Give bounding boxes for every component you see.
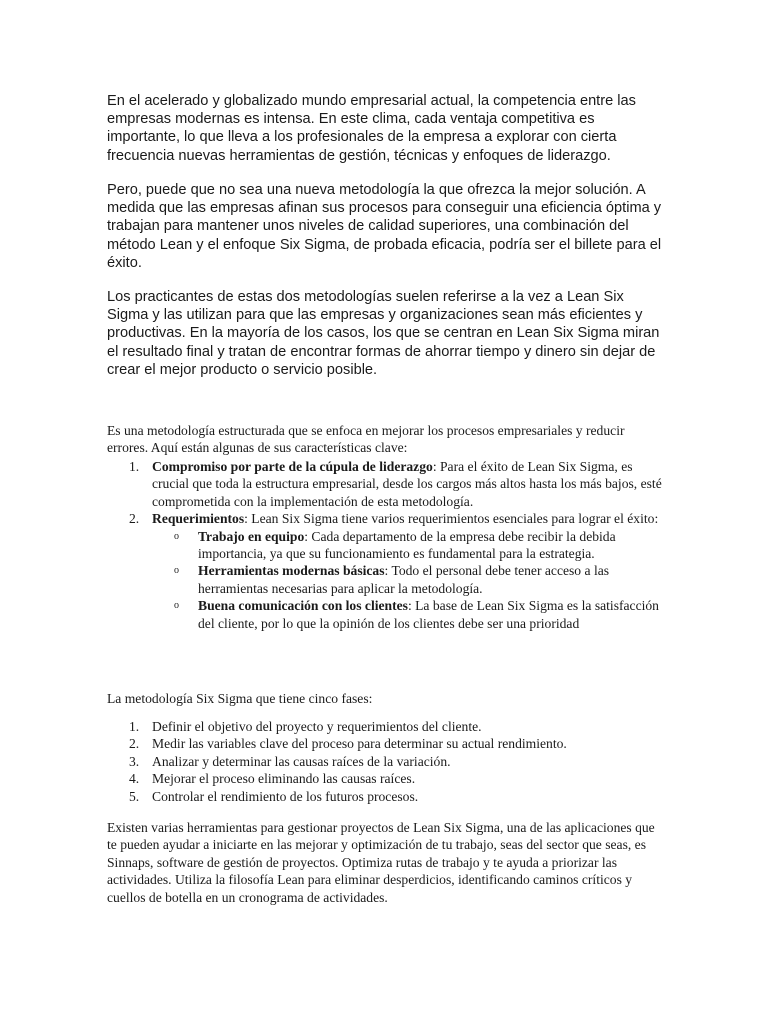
sub-item-title: Trabajo en equipo bbox=[198, 528, 305, 544]
intro-paragraph-3: Los practicantes de estas dos metodologías suelen referirse a la vez a Lean Six Sigma y las utilizan para que las empresas y organizaciones sean más eficientes y productivas. En la mayoría de los casos, los que se centran en Lean Six Sigma miran el resultado final y tratan de encontrar formas de ahorrar tiempo y dinero sin dejar de crear el mejor producto o servicio posible. bbox=[107, 289, 660, 378]
list-number: 2. bbox=[129, 736, 140, 752]
phase-item bbox=[107, 770, 667, 787]
intro-paragraph-2: Pero, puede que no sea una nueva metodología la que ofrezca la mejor solución. A medida que las empresas afinan sus procesos para conseguir una eficiencia óptima y trabajan para mantener unos niveles de calidad superiores, una combinación del método Lean y el enfoque Six Sigma, de probada eficacia, podría ser el billete para el éxito. bbox=[107, 182, 662, 271]
item-title: Compromiso por parte de la cúpula de liderazgo bbox=[152, 459, 433, 474]
item-text: : Para el éxito de Lean Six Sigma, es crucial que toda la estructura empresarial, desde los cargos más altos hasta los más bajos, esté comprometida con la implementación de esta metodología. bbox=[152, 459, 662, 509]
circle-bullet-icon: o bbox=[174, 565, 179, 577]
sublist-item bbox=[107, 562, 667, 597]
item-title: Requerimientos bbox=[152, 511, 245, 527]
phase-item bbox=[107, 735, 667, 752]
phase-item bbox=[107, 788, 667, 805]
item-text: : Lean Six Sigma tiene varios requerimientos esenciales para lograr el éxito: bbox=[244, 511, 659, 527]
list-number: 2. bbox=[129, 511, 140, 527]
phase-item bbox=[107, 718, 667, 735]
list-number: 3. bbox=[129, 753, 140, 769]
phases-list-block bbox=[107, 718, 667, 805]
closing-paragraph: Existen varias herramientas para gestionar proyectos de Lean Six Sigma, una de las aplicaciones que te pueden ayudar a iniciarte en las mejorar y optimización de tu trabajo, seas del sector que seas, es Sinnaps, software de gestión de proyectos. Optimiza rutas de trabajo y te ayuda a priorizar las actividades. Utiliza la filosofía Lean para eliminar desperdicios, identificando caminos críticos y cuellos de botella en un cronograma de actividades. bbox=[107, 820, 655, 905]
intro-paragraph-1: En el acelerado y globalizado mundo empresarial actual, la competencia entre las empresas modernas es intensa. En este clima, cada ventaja competitiva es importante, lo que lleva a los profesionales de la empresa a explorar con cierta frecuencia nuevas herramientas de gestión, técnicas y enfoques de liderazgo. bbox=[107, 93, 636, 164]
features-list-block bbox=[107, 458, 667, 632]
phase-text: Mejorar el proceso eliminando las causas raíces. bbox=[152, 771, 416, 787]
circle-bullet-icon: o bbox=[174, 600, 179, 612]
sub-item-text: : Todo el personal debe tener acceso a las herramientas necesarias para aplicar la metodología. bbox=[198, 563, 610, 596]
requirements-sublist bbox=[152, 528, 667, 632]
sub-item-title: Herramientas modernas básicas bbox=[198, 563, 385, 579]
list-number: 1. bbox=[129, 459, 140, 474]
phase-item bbox=[107, 753, 667, 770]
sub-item-title: Buena comunicación con los clientes bbox=[198, 598, 408, 614]
phase-text: Controlar el rendimiento de los futuros procesos. bbox=[152, 788, 419, 804]
phases-list bbox=[107, 718, 667, 805]
sub-item-text: : La base de Lean Six Sigma es la satisfacción del cliente, por lo que la opinión de los clientes debe ser una prioridad bbox=[198, 598, 659, 631]
phases-lead-paragraph: La metodología Six Sigma que tiene cinco fases: bbox=[107, 691, 373, 706]
list-number: 1. bbox=[129, 719, 140, 734]
phase-text: Definir el objetivo del proyecto y requerimientos del cliente. bbox=[152, 719, 482, 734]
list-number: 5. bbox=[129, 788, 140, 804]
features-list bbox=[107, 458, 667, 632]
phase-text: Analizar y determinar las causas raíces de la variación. bbox=[152, 753, 451, 769]
features-list-item bbox=[107, 458, 667, 510]
sub-item-text: : Cada departamento de la empresa debe recibir la debida importancia, ya que su funcionamiento es fundamental para la estrategia. bbox=[198, 528, 616, 562]
circle-bullet-icon: o bbox=[174, 530, 179, 542]
phase-text: Medir las variables clave del proceso para determinar su actual rendimiento. bbox=[152, 736, 567, 752]
sublist-item bbox=[107, 597, 667, 632]
list-number: 4. bbox=[129, 771, 140, 787]
features-lead-paragraph: Es una metodología estructurada que se enfoca en mejorar los procesos empresariales y reducir errores. Aquí están algunas de sus características clave: bbox=[107, 423, 625, 456]
features-list-item bbox=[107, 510, 667, 632]
sublist-item bbox=[107, 528, 667, 563]
